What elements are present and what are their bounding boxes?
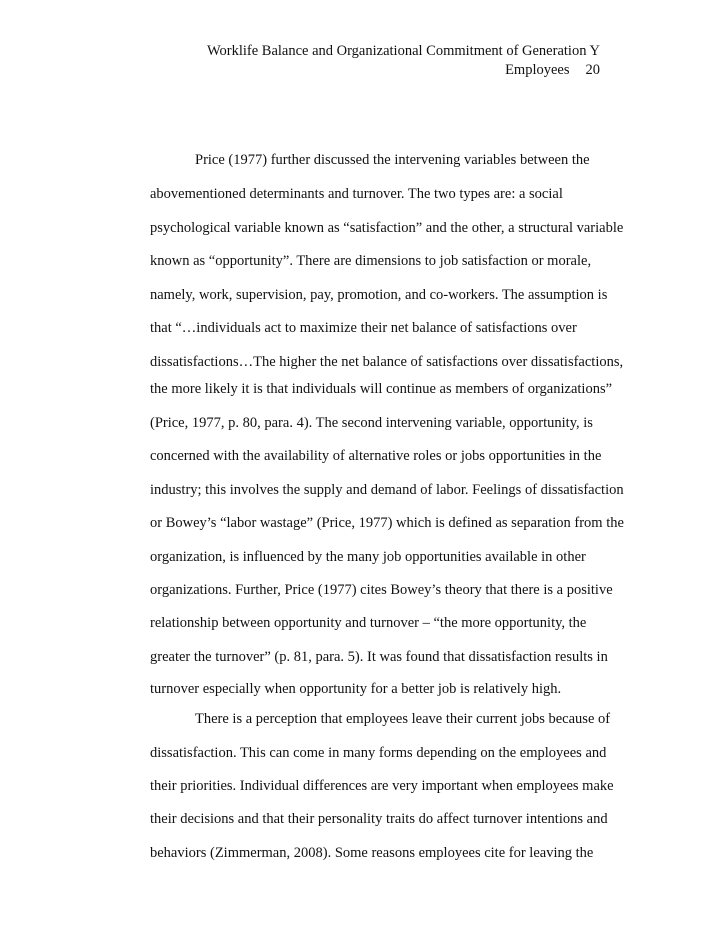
paragraph-1-line-8: the more likely it is that individuals will continue as members of organizations” — [150, 381, 613, 397]
paragraph-1-line-10: concerned with the availability of alternative roles or jobs opportunities in the — [150, 448, 602, 464]
paragraph-1-line-13: organization, is influenced by the many job opportunities available in other — [150, 549, 586, 565]
paragraph-2-line-5: behaviors (Zimmerman, 2008). Some reasons employees cite for leaving the — [150, 845, 594, 861]
paragraph-1-line-17: turnover especially when opportunity for a better job is relatively high. — [150, 681, 562, 697]
paragraph-1-line-1: Price (1977) further discussed the intervening variables between the — [195, 152, 590, 168]
paragraph-1-line-11: industry; this involves the supply and demand of labor. Feelings of dissatisfaction — [150, 482, 624, 498]
paragraph-2-line-2: dissatisfaction. This can come in many forms depending on the employees and — [150, 745, 607, 761]
paragraph-2-line-4: their decisions and that their personality traits do affect turnover intentions and — [150, 811, 608, 827]
paragraph-1-line-6: that “…individuals act to maximize their net balance of satisfactions over — [150, 320, 577, 336]
paragraph-1-line-7: dissatisfactions…The higher the net balance of satisfactions over dissatisfactions, — [150, 354, 624, 370]
running-head-title-line1: Worklife Balance and Organizational Commitment of Generation Y — [206, 43, 600, 59]
paragraph-1-line-14: organizations. Further, Price (1977) cites Bowey’s theory that there is a positive — [150, 582, 613, 598]
paragraph-2-line-3: their priorities. Individual differences are very important when employees make — [150, 778, 614, 794]
page-number: 20 — [585, 62, 600, 78]
paragraph-2-line-1: There is a perception that employees leave their current jobs because of — [195, 711, 611, 727]
paragraph-1-line-3: psychological variable known as “satisfaction” and the other, a structural variable — [150, 220, 624, 236]
paragraph-1-line-4: known as “opportunity”. There are dimensions to job satisfaction or morale, — [150, 253, 592, 269]
paragraph-1-line-2: abovementioned determinants and turnover. The two types are: a social — [150, 186, 563, 202]
running-head-title-line2: Employees — [505, 62, 570, 78]
paragraph-1-line-9: (Price, 1977, p. 80, para. 4). The second intervening variable, opportunity, is — [150, 415, 593, 431]
paragraph-1-line-16: greater the turnover” (p. 81, para. 5). It was found that dissatisfaction results in — [150, 649, 608, 665]
paragraph-1-line-5: namely, work, supervision, pay, promotion, and co-workers. The assumption is — [150, 287, 608, 303]
running-head-title — [150, 42, 600, 60]
running-head-title-continued — [150, 61, 600, 79]
paragraph-1-line-15: relationship between opportunity and turnover – “the more opportunity, the — [150, 615, 587, 631]
paragraph-1-line-12: or Bowey’s “labor wastage” (Price, 1977) which is defined as separation from the — [150, 515, 624, 531]
